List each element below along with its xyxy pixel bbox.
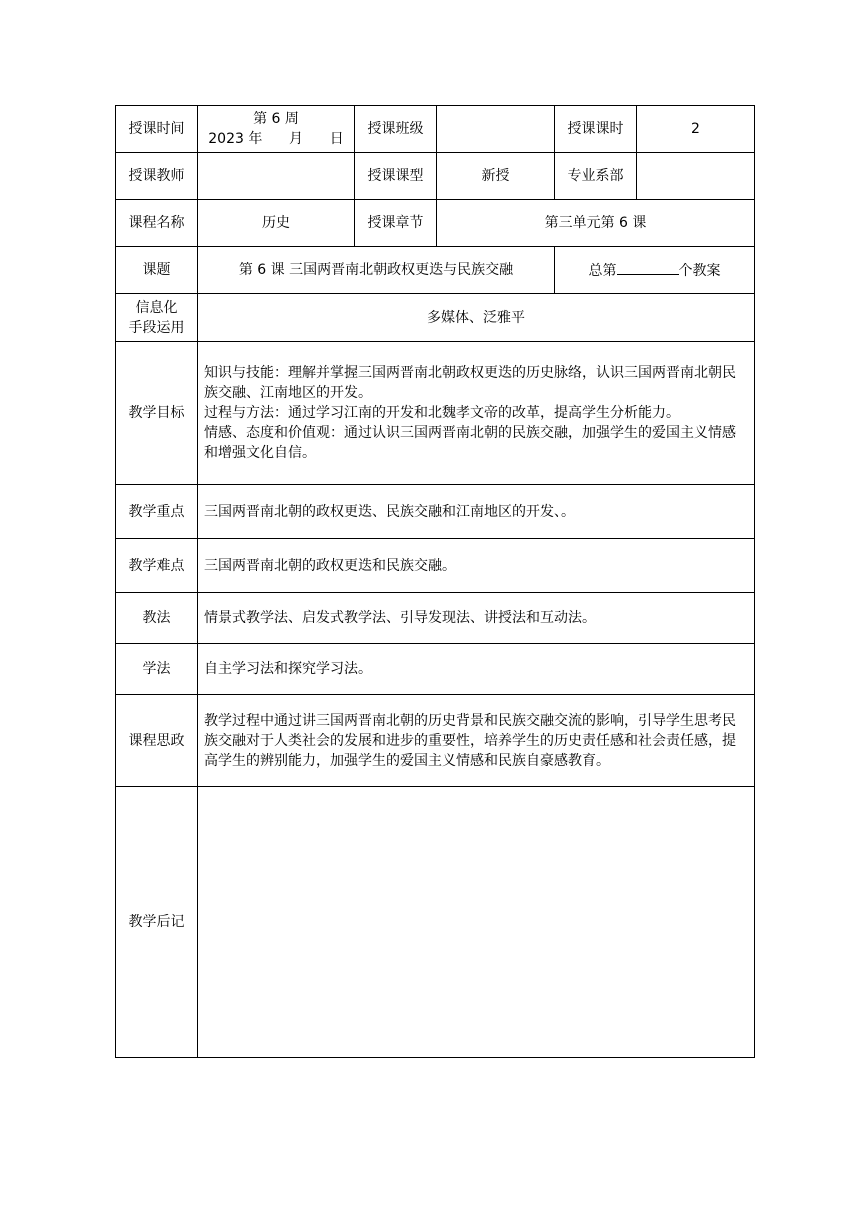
row-teacher bbox=[116, 153, 755, 200]
row-objectives bbox=[116, 342, 755, 485]
difficulties-label: 教学难点 bbox=[116, 539, 198, 593]
row-postscript bbox=[116, 787, 755, 1058]
row-difficulties bbox=[116, 539, 755, 593]
teaching-method-value: 情景式教学法、启发式教学法、引导发现法、讲授法和互动法。 bbox=[198, 593, 755, 644]
time-value bbox=[198, 106, 355, 153]
type-value: 新授 bbox=[437, 153, 555, 200]
dept-value bbox=[637, 153, 755, 200]
objectives-value bbox=[198, 342, 755, 485]
dept-label: 专业系部 bbox=[555, 153, 637, 200]
learning-method-value: 自主学习法和探究学习法。 bbox=[198, 644, 755, 695]
topic-label: 课题 bbox=[116, 247, 198, 294]
info-label bbox=[116, 294, 198, 342]
class-value bbox=[437, 106, 555, 153]
hours-value: 2 bbox=[637, 106, 755, 153]
row-ideology bbox=[116, 695, 755, 787]
objective-knowledge: 知识与技能：理解并掌握三国两晋南北朝政权更迭的历史脉络，认识三国两晋南北朝民族交融、江南地区的开发。 bbox=[204, 365, 736, 401]
chapter-value: 第三单元第 6 课 bbox=[437, 200, 755, 247]
week-text: 第 6 周 bbox=[253, 111, 299, 127]
ideology-value: 教学过程中通过讲三国两晋南北朝的历史背景和民族交融交流的影响，引导学生思考民族交融对于人类社会的发展和进步的重要性，培养学生的历史责任感和社会责任感，提高学生的辨别能力，加强学生的爱国主义情感和民族自豪感教育。 bbox=[198, 695, 755, 787]
row-key-points bbox=[116, 485, 755, 539]
postscript-value[interactable] bbox=[198, 787, 755, 1058]
row-teaching-method bbox=[116, 593, 755, 644]
teacher-value bbox=[198, 153, 355, 200]
difficulties-value: 三国两晋南北朝的政权更迭和民族交融。 bbox=[198, 539, 755, 593]
postscript-label: 教学后记 bbox=[116, 787, 198, 1058]
row-time bbox=[116, 106, 755, 153]
info-value: 多媒体、泛雅平 bbox=[198, 294, 755, 342]
total-plans bbox=[555, 247, 755, 294]
row-learning-method bbox=[116, 644, 755, 695]
date-text: 2023 年 月 日 bbox=[208, 131, 344, 147]
key-points-label: 教学重点 bbox=[116, 485, 198, 539]
objectives-label: 教学目标 bbox=[116, 342, 198, 485]
hours-label: 授课课时 bbox=[555, 106, 637, 153]
topic-value: 第 6 课 三国两晋南北朝政权更迭与民族交融 bbox=[198, 247, 555, 294]
lesson-plan-table bbox=[115, 105, 755, 1058]
ideology-label: 课程思政 bbox=[116, 695, 198, 787]
total-suffix: 个教案 bbox=[678, 262, 721, 279]
course-label: 课程名称 bbox=[116, 200, 198, 247]
teacher-label: 授课教师 bbox=[116, 153, 198, 200]
key-points-value: 三国两晋南北朝的政权更迭、民族交融和江南地区的开发、。 bbox=[198, 485, 755, 539]
objective-emotion: 情感、态度和价值观：通过认识三国两晋南北朝的民族交融，加强学生的爱国主义情感和增强文化自信。 bbox=[204, 425, 736, 461]
info-label-line-1: 信息化 bbox=[135, 299, 178, 316]
chapter-label: 授课章节 bbox=[355, 200, 437, 247]
row-course bbox=[116, 200, 755, 247]
type-label: 授课课型 bbox=[355, 153, 437, 200]
learning-method-label: 学法 bbox=[116, 644, 198, 695]
course-value: 历史 bbox=[198, 200, 355, 247]
row-info bbox=[116, 294, 755, 342]
teaching-method-label: 教法 bbox=[116, 593, 198, 644]
class-label: 授课班级 bbox=[355, 106, 437, 153]
info-label-line-2: 手段运用 bbox=[128, 319, 185, 336]
total-prefix: 总第 bbox=[588, 262, 617, 279]
total-blank bbox=[617, 260, 679, 275]
time-label: 授课时间 bbox=[116, 106, 198, 153]
row-topic bbox=[116, 247, 755, 294]
objective-process: 过程与方法：通过学习江南的开发和北魏孝文帝的改革，提高学生分析能力。 bbox=[204, 405, 680, 421]
